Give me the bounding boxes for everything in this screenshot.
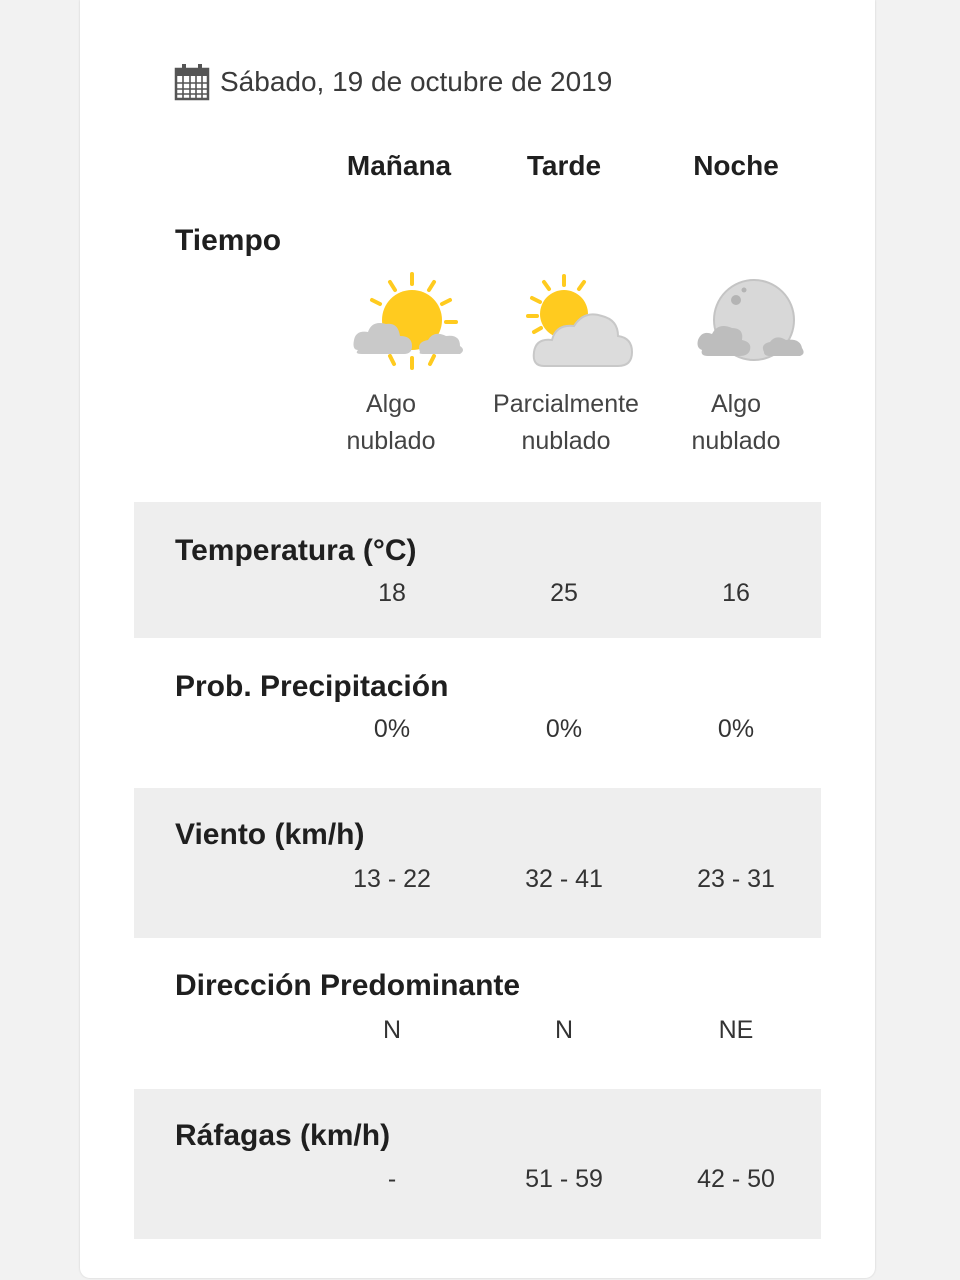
precipitation-row xyxy=(134,638,821,788)
weather-label: Tiempo xyxy=(175,224,282,257)
value-afternoon: 32 - 41 xyxy=(525,865,603,893)
calendar-icon xyxy=(174,63,210,101)
value-afternoon: 25 xyxy=(550,579,578,607)
weather-desc-night: Algo nublado xyxy=(691,390,781,455)
row-label: Ráfagas (km/h) xyxy=(175,1119,391,1152)
row-label: Viento (km/h) xyxy=(175,818,365,851)
value-morning: N xyxy=(382,1016,402,1044)
value-night: 0% xyxy=(717,715,755,743)
period-header xyxy=(0,150,960,194)
period-night: Noche xyxy=(693,150,779,181)
temperature-row xyxy=(134,502,821,638)
date-header xyxy=(174,62,612,102)
moon-cloud-icon xyxy=(694,270,814,380)
row-label: Prob. Precipitación xyxy=(175,670,449,703)
date-text: Sábado, 19 de octubre de 2019 xyxy=(220,66,613,97)
row-label: Dirección Predominante xyxy=(175,969,521,1002)
row-label: Temperatura (°C) xyxy=(175,534,417,567)
wind-direction-row xyxy=(134,938,821,1089)
sun-behind-cloud-icon xyxy=(350,270,470,380)
value-morning: 18 xyxy=(378,579,406,607)
value-night: 42 - 50 xyxy=(697,1165,775,1193)
weather-desc-afternoon: Parcialmente nublado xyxy=(493,390,639,455)
wind-row xyxy=(134,788,821,938)
value-morning: - xyxy=(387,1165,397,1193)
value-afternoon: 0% xyxy=(545,715,583,743)
value-morning: 13 - 22 xyxy=(353,865,431,893)
gusts-row xyxy=(134,1089,821,1239)
weather-desc-morning: Algo nublado xyxy=(346,390,436,455)
value-night: 16 xyxy=(722,579,750,607)
value-night: NE xyxy=(718,1016,754,1044)
value-morning: 0% xyxy=(373,715,411,743)
value-afternoon: N xyxy=(554,1016,574,1044)
period-morning: Mañana xyxy=(346,150,452,181)
value-night: 23 - 31 xyxy=(697,865,775,893)
value-afternoon: 51 - 59 xyxy=(525,1165,603,1193)
period-afternoon: Tarde xyxy=(526,150,602,181)
partly-cloudy-icon xyxy=(522,270,642,380)
